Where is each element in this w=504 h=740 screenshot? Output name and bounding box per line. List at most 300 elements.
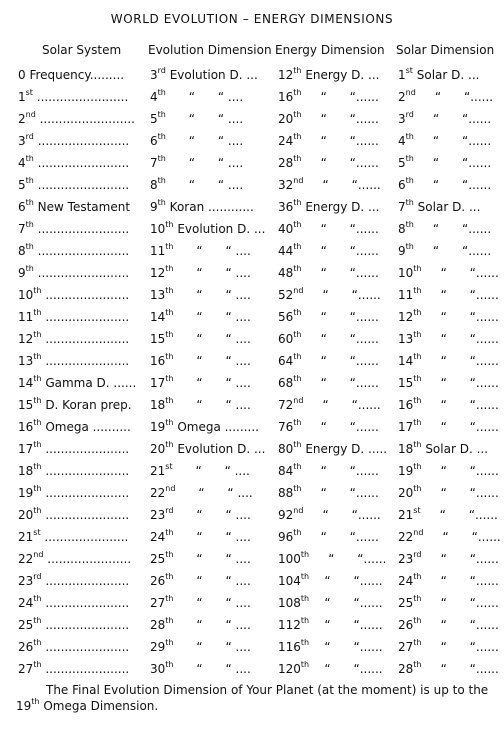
ordinal-suffix: th — [165, 594, 174, 603]
ordinal-suffix: th — [33, 506, 42, 515]
ordinal-value: 19 — [18, 486, 34, 500]
ordinal-number — [278, 508, 303, 522]
cell-text: “ “...... — [421, 288, 499, 302]
cell-text: “ “...... — [413, 222, 492, 236]
evolution-dimension-cell — [150, 177, 260, 193]
evolution-dimension-cell — [150, 419, 260, 435]
ordinal-value: 22 — [18, 552, 34, 566]
ordinal-suffix: th — [405, 154, 414, 163]
cell-text: ...................... — [41, 662, 130, 676]
ordinal-value: 3 — [398, 112, 406, 126]
ordinal-suffix: th — [293, 242, 302, 251]
ordinal-value: 28 — [398, 662, 414, 676]
ordinal-suffix: th — [413, 264, 422, 273]
cell-text: ...................... — [41, 354, 130, 368]
cell-text: “ “...... — [413, 244, 492, 258]
ordinal-value: 16 — [150, 354, 166, 368]
cell-text: “ “...... — [421, 354, 499, 368]
cell-text: “ “...... — [303, 288, 381, 302]
ordinal-number — [278, 134, 302, 148]
cell-text: “ “ .... — [165, 112, 244, 126]
table-row — [0, 221, 504, 243]
cell-text: “ “...... — [421, 332, 499, 346]
ordinal-suffix: th — [300, 660, 310, 669]
cell-text: Evolution D. ... — [173, 222, 266, 236]
ordinal-value: 80 — [278, 442, 294, 456]
solar-system-cell — [18, 353, 130, 369]
cell-text: Omega ......... — [173, 420, 259, 434]
ordinal-number — [278, 442, 302, 456]
solar-system-cell — [18, 89, 130, 105]
footer-text-after: Omega Dimension. — [39, 699, 159, 713]
ordinal-suffix: th — [33, 616, 42, 625]
ordinal-value: 5 — [150, 112, 158, 126]
ordinal-value: 60 — [278, 332, 294, 346]
cell-text: Evolution D. ... — [173, 442, 266, 456]
table-row — [0, 639, 504, 661]
ordinal-suffix: th — [300, 550, 310, 559]
cell-text: “ “...... — [309, 618, 383, 632]
ordinal-suffix: th — [293, 110, 302, 119]
table-row — [0, 331, 504, 353]
energy-dimension-cell — [278, 265, 380, 281]
ordinal-value: 3 — [18, 134, 26, 148]
ordinal-suffix: th — [157, 88, 166, 97]
ordinal-number — [18, 376, 42, 390]
ordinal-value: 27 — [150, 596, 166, 610]
table-row — [0, 375, 504, 397]
ordinal-suffix: nd — [405, 88, 416, 97]
ordinal-suffix: th — [165, 374, 174, 383]
cell-text: “ “ .... — [173, 288, 251, 302]
ordinal-value: 17 — [398, 420, 414, 434]
table-row — [0, 419, 504, 441]
cell-text: “ “ .... — [173, 266, 251, 280]
footer-suffix: th — [31, 697, 40, 706]
ordinal-value: 12 — [150, 266, 166, 280]
ordinal-number — [150, 266, 174, 280]
ordinal-suffix: th — [33, 396, 42, 405]
cell-text: “ “ .... — [173, 398, 251, 412]
ordinal-suffix: th — [413, 660, 422, 669]
cell-text: “ “...... — [301, 530, 379, 544]
ordinal-number — [278, 552, 309, 566]
cell-text: Koran ............ — [165, 200, 254, 214]
ordinal-suffix: nd — [293, 176, 304, 185]
ordinal-suffix: st — [33, 528, 41, 537]
evolution-dimension-cell — [150, 463, 260, 479]
cell-text: “ “...... — [421, 464, 499, 478]
evolution-dimension-cell — [150, 155, 260, 171]
ordinal-number — [398, 508, 421, 522]
ordinal-suffix: th — [33, 462, 42, 471]
ordinal-number — [278, 288, 303, 302]
ordinal-suffix: th — [293, 198, 302, 207]
ordinal-suffix: th — [300, 594, 310, 603]
cell-text: “ “...... — [301, 244, 379, 258]
solar-system-cell — [18, 507, 130, 523]
ordinal-value: 24 — [278, 134, 294, 148]
ordinal-number — [150, 552, 174, 566]
cell-text: “ “ .... — [173, 662, 251, 676]
solar-dimension-cell — [398, 220, 492, 237]
ordinal-value: 17 — [150, 376, 166, 390]
solar-system-cell — [18, 551, 130, 567]
solar-dimension-cell — [398, 374, 499, 391]
ordinal-suffix: th — [165, 330, 174, 339]
ordinal-value: 15 — [18, 398, 34, 412]
ordinal-number — [150, 134, 166, 148]
ordinal-value: 10 — [150, 222, 166, 236]
solar-system-cell — [18, 67, 130, 83]
ordinal-value: 3 — [150, 68, 158, 82]
ordinal-suffix: th — [413, 308, 422, 317]
ordinal-number — [18, 662, 42, 676]
solar-system-cell — [18, 155, 130, 171]
ordinal-number — [18, 640, 42, 654]
energy-dimension-cell — [278, 550, 387, 567]
ordinal-number — [18, 464, 42, 478]
ordinal-number — [278, 662, 309, 676]
table-row — [0, 441, 504, 463]
ordinal-suffix: th — [165, 308, 174, 317]
ordinal-value: 9 — [150, 200, 158, 214]
solar-dimension-cell — [398, 506, 498, 523]
ordinal-number — [398, 420, 422, 434]
table-row — [0, 661, 504, 683]
cell-text: New Testament — [33, 200, 131, 214]
ordinal-value: 21 — [150, 464, 166, 478]
cell-text: Energy D. ..... — [301, 442, 388, 456]
ordinal-number — [278, 112, 302, 126]
ordinal-number — [278, 310, 302, 324]
ordinal-suffix: rd — [405, 110, 414, 119]
ordinal-value: 15 — [398, 376, 414, 390]
solar-system-cell — [18, 265, 130, 281]
ordinal-number — [398, 310, 422, 324]
cell-text: “ “ .... — [165, 156, 244, 170]
evolution-dimension-cell — [150, 331, 260, 347]
ordinal-number — [18, 222, 34, 236]
ordinal-number — [150, 574, 174, 588]
cell-text: “ “...... — [420, 508, 498, 522]
ordinal-value: 14 — [18, 376, 34, 390]
cell-text: Energy D. ... — [301, 68, 380, 82]
ordinal-suffix: th — [293, 462, 302, 471]
ordinal-value: 20 — [398, 486, 414, 500]
cell-text: “ “...... — [309, 552, 387, 566]
cell-text: Energy D. ... — [301, 200, 380, 214]
cell-text: ...................... — [41, 574, 130, 588]
ordinal-value: 13 — [398, 332, 414, 346]
ordinal-value: 13 — [18, 354, 34, 368]
cell-text: “ “...... — [421, 310, 499, 324]
ordinal-suffix: th — [413, 352, 422, 361]
ordinal-number — [150, 354, 174, 368]
evolution-dimension-cell — [150, 639, 260, 655]
ordinal-number — [18, 310, 42, 324]
ordinal-value: 12 — [18, 332, 34, 346]
ordinal-value: 116 — [278, 640, 301, 654]
solar-system-cell — [18, 463, 130, 479]
ordinal-suffix: th — [33, 418, 42, 427]
solar-system-cell — [18, 133, 130, 149]
ordinal-suffix: rd — [413, 550, 422, 559]
evolution-dimension-cell — [150, 220, 266, 237]
ordinal-number — [398, 442, 422, 456]
cell-text: “ “ .... — [165, 178, 244, 192]
cell-text: “ “...... — [413, 178, 492, 192]
cell-text: ........................ — [33, 222, 130, 236]
ordinal-value: 5 — [18, 178, 26, 192]
ordinal-value: 24 — [398, 574, 414, 588]
ordinal-number — [150, 200, 166, 214]
ordinal-value: 24 — [18, 596, 34, 610]
cell-text: “ “ .... — [173, 354, 251, 368]
table-row — [0, 573, 504, 595]
evolution-dimension-cell — [150, 111, 260, 127]
ordinal-value: 22 — [150, 486, 166, 500]
ordinal-suffix: th — [165, 550, 174, 559]
energy-dimension-cell — [278, 243, 380, 259]
ordinal-suffix: th — [293, 352, 302, 361]
table-row — [0, 89, 504, 111]
energy-dimension-cell — [278, 529, 380, 545]
cell-text: ...................... — [41, 288, 130, 302]
ordinal-value: 48 — [278, 266, 294, 280]
ordinal-number — [18, 420, 42, 434]
ordinal-suffix: th — [33, 352, 42, 361]
solar-dimension-cell — [398, 242, 492, 259]
ordinal-number — [150, 310, 174, 324]
ordinal-suffix: th — [157, 176, 166, 185]
cell-text: “ “...... — [413, 134, 492, 148]
cell-text: “ “...... — [413, 112, 492, 126]
ordinal-suffix: th — [33, 638, 42, 647]
cell-text: ...................... — [41, 596, 130, 610]
ordinal-number — [150, 420, 174, 434]
table-row — [0, 463, 504, 485]
table-row — [0, 617, 504, 639]
ordinal-number — [150, 442, 174, 456]
ordinal-number — [278, 200, 302, 214]
ordinal-value: 5 — [398, 156, 406, 170]
ordinal-suffix: th — [413, 616, 422, 625]
ordinal-value: 76 — [278, 420, 294, 434]
ordinal-suffix: th — [165, 528, 174, 537]
cell-text: “ “...... — [301, 464, 379, 478]
energy-dimension-cell — [278, 155, 380, 171]
energy-dimension-cell — [278, 221, 380, 237]
cell-text: ...................... — [41, 486, 130, 500]
ordinal-number — [150, 156, 166, 170]
ordinal-number — [150, 486, 175, 500]
solar-dimension-cell — [398, 132, 492, 149]
ordinal-number — [398, 68, 413, 82]
ordinal-value: 26 — [398, 618, 414, 632]
ordinal-value: 26 — [18, 640, 34, 654]
cell-text: “ “ .... — [173, 640, 251, 654]
solar-dimension-cell — [398, 638, 499, 655]
ordinal-number — [150, 112, 166, 126]
ordinal-number — [398, 398, 422, 412]
cell-text: ...................... — [40, 530, 129, 544]
ordinal-number — [18, 288, 42, 302]
ordinal-number — [398, 530, 423, 544]
solar-dimension-cell — [398, 660, 499, 677]
table-row — [0, 353, 504, 375]
ordinal-suffix: th — [165, 242, 174, 251]
cell-text: “ “ .... — [173, 376, 251, 390]
ordinal-suffix: th — [413, 418, 422, 427]
solar-dimension-cell — [398, 484, 499, 501]
ordinal-suffix: st — [405, 66, 413, 75]
cell-text: “ “ .... — [165, 90, 244, 104]
energy-dimension-cell — [278, 616, 383, 633]
ordinal-value: 13 — [150, 288, 166, 302]
ordinal-suffix: th — [413, 484, 422, 493]
cell-text: “ “...... — [303, 508, 381, 522]
energy-dimension-cell — [278, 287, 380, 303]
cell-text: “ “ .... — [173, 530, 251, 544]
ordinal-number — [398, 90, 416, 104]
ordinal-number — [398, 266, 422, 280]
ordinal-suffix: th — [300, 572, 310, 581]
ordinal-suffix: th — [413, 572, 422, 581]
table-row — [0, 309, 504, 331]
ordinal-number — [150, 68, 166, 82]
ordinal-number — [398, 156, 414, 170]
cell-text: “ “...... — [421, 420, 499, 434]
ordinal-value: 84 — [278, 464, 294, 478]
energy-dimension-cell — [278, 89, 380, 105]
ordinal-number — [18, 332, 42, 346]
ordinal-suffix: th — [33, 374, 42, 383]
ordinal-value: 4 — [398, 134, 406, 148]
ordinal-value: 120 — [278, 662, 301, 676]
table-row — [0, 67, 504, 89]
cell-text: “ “...... — [421, 640, 499, 654]
cell-text: D. Koran prep. — [41, 398, 132, 412]
ordinal-number — [18, 486, 42, 500]
ordinal-suffix: th — [413, 440, 422, 449]
ordinal-suffix: th — [413, 594, 422, 603]
cell-text: “ “...... — [301, 156, 379, 170]
ordinal-suffix: th — [293, 308, 302, 317]
evolution-dimension-cell — [150, 89, 260, 105]
evolution-dimension-cell — [150, 529, 260, 545]
ordinal-value: 68 — [278, 376, 294, 390]
cell-text: ...................... — [41, 442, 130, 456]
evolution-dimension-cell — [150, 375, 260, 391]
evolution-dimension-cell — [150, 243, 260, 259]
ordinal-value: 40 — [278, 222, 294, 236]
cell-text: Gamma D. ...... — [41, 376, 137, 390]
cell-text: “ “...... — [421, 376, 499, 390]
solar-dimension-cell — [398, 199, 488, 215]
ordinal-number — [398, 288, 422, 302]
ordinal-suffix: st — [413, 506, 421, 515]
header-solar-dimension: Solar Dimension — [396, 43, 495, 57]
solar-system-cell — [18, 573, 130, 589]
ordinal-value: 72 — [278, 398, 294, 412]
ordinal-value: 0 — [18, 68, 26, 82]
solar-dimension-cell — [398, 616, 499, 633]
cell-text: “ “...... — [301, 354, 379, 368]
cell-text: “ “...... — [421, 266, 499, 280]
ordinal-value: 32 — [278, 178, 294, 192]
ordinal-suffix: rd — [165, 506, 174, 515]
cell-text: “ “...... — [309, 574, 383, 588]
cell-text: ...................... — [41, 464, 130, 478]
ordinal-value: 25 — [18, 618, 34, 632]
table-row — [0, 265, 504, 287]
ordinal-number — [18, 530, 41, 544]
cell-text: “ “...... — [421, 596, 499, 610]
ordinal-value: 27 — [18, 662, 34, 676]
ordinal-suffix: th — [157, 198, 166, 207]
ordinal-value: 15 — [150, 332, 166, 346]
ordinal-suffix: rd — [25, 132, 34, 141]
ordinal-value: 28 — [278, 156, 294, 170]
ordinal-suffix: nd — [25, 110, 36, 119]
ordinal-value: 20 — [150, 442, 166, 456]
solar-dimension-cell — [398, 88, 494, 105]
ordinal-suffix: nd — [165, 484, 176, 493]
ordinal-value: 10 — [18, 288, 34, 302]
ordinal-suffix: th — [25, 264, 34, 273]
cell-text: “ “ .... — [173, 552, 251, 566]
energy-dimension-cell — [278, 594, 383, 611]
ordinal-value: 8 — [150, 178, 158, 192]
solar-dimension-cell — [398, 462, 499, 479]
ordinal-value: 11 — [398, 288, 414, 302]
evolution-dimension-cell — [150, 287, 260, 303]
solar-dimension-cell — [398, 418, 499, 435]
ordinal-number — [398, 376, 422, 390]
page-title: WORLD EVOLUTION – ENERGY DIMENSIONS — [110, 12, 394, 26]
cell-text: “ “...... — [421, 574, 499, 588]
cell-text: “ “...... — [301, 486, 379, 500]
ordinal-number — [398, 112, 414, 126]
evolution-dimension-cell — [150, 397, 260, 413]
cell-text: “ “ .... — [173, 332, 251, 346]
ordinal-number — [18, 596, 42, 610]
ordinal-suffix: th — [165, 440, 174, 449]
ordinal-number — [398, 662, 422, 676]
ordinal-value: 17 — [18, 442, 34, 456]
ordinal-value: 12 — [278, 68, 294, 82]
ordinal-number — [18, 90, 33, 104]
evolution-dimension-cell — [150, 507, 260, 523]
solar-dimension-cell — [398, 594, 499, 611]
energy-dimension-cell — [278, 660, 383, 677]
evolution-dimension-cell — [150, 67, 260, 83]
ordinal-value: 2 — [18, 112, 26, 126]
cell-text: Solar D. ... — [412, 68, 480, 82]
ordinal-number — [278, 618, 309, 632]
cell-text: “ “...... — [421, 486, 499, 500]
table-row — [0, 485, 504, 507]
ordinal-number — [398, 464, 422, 478]
ordinal-number — [278, 156, 302, 170]
ordinal-suffix: th — [293, 374, 302, 383]
ordinal-suffix: th — [405, 198, 414, 207]
ordinal-value: 20 — [18, 508, 34, 522]
cell-text: “ “...... — [301, 90, 379, 104]
cell-text: “ “ .... — [173, 244, 251, 258]
cell-text: ........................ — [33, 134, 130, 148]
